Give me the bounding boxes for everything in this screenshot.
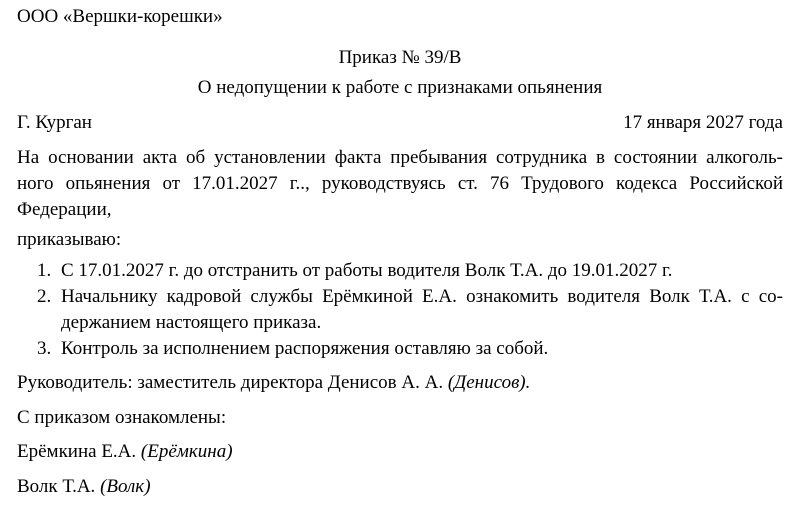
acquainted-name: Ерёмкина Е.А. — [17, 441, 137, 462]
place-date-row — [17, 112, 783, 134]
list-item-number: 1. — [37, 260, 52, 281]
list-item-text: Контроль за исполнением распоряжения оставляю за собой. — [61, 338, 549, 359]
preamble-paragraph — [17, 145, 783, 223]
list-item-text-line: Начальнику кадровой службы Ерёмкиной Е.А. ознакомить водителя Волк Т.А. с со- — [61, 286, 783, 307]
head-signature-line — [17, 372, 530, 394]
order-word: приказываю: — [17, 229, 122, 250]
list-item-text: С 17.01.2027 г. до отстранить от работы водителя Волк Т.А. до 19.01.2027 г. — [61, 260, 673, 281]
list-item — [17, 284, 783, 336]
order-items-list — [17, 258, 783, 362]
acquainted-name: Волк Т.А. — [17, 476, 96, 497]
preamble-line: Федерации, — [17, 199, 112, 220]
list-item-text-line: держанием настоящего приказа. — [61, 312, 322, 333]
order-city: Г. Курган — [17, 112, 92, 133]
acquainted-signature: (Волк) — [100, 476, 151, 497]
head-label: Руководитель: заместитель директора Денисов А. А. — [17, 372, 444, 393]
acquainted-row — [17, 441, 233, 463]
order-subject: О недопущении к работе с признаками опьянения — [197, 77, 603, 98]
preamble-line: ного опьянения от 17.01.2027 г.., руководствуясь ст. 76 Трудового кодекса Российской — [17, 173, 783, 194]
order-title: Приказ № 39/В — [338, 47, 462, 68]
acquainted-signature: (Ерёмкина) — [140, 441, 233, 462]
acquainted-row — [17, 476, 151, 498]
list-item-number: 2. — [37, 286, 52, 307]
preamble-line: На основании акта об установлении факта пребывания сотрудника в состоянии алкоголь- — [17, 147, 783, 168]
list-item-number: 3. — [37, 338, 52, 359]
order-date: 17 января 2027 года — [623, 112, 783, 133]
list-item — [17, 336, 783, 362]
organization-name: ООО «Вершки-корешки» — [17, 6, 223, 27]
list-item — [17, 258, 783, 284]
head-signature: (Денисов). — [447, 372, 531, 393]
acquainted-label: С приказом ознакомлены: — [17, 407, 227, 428]
